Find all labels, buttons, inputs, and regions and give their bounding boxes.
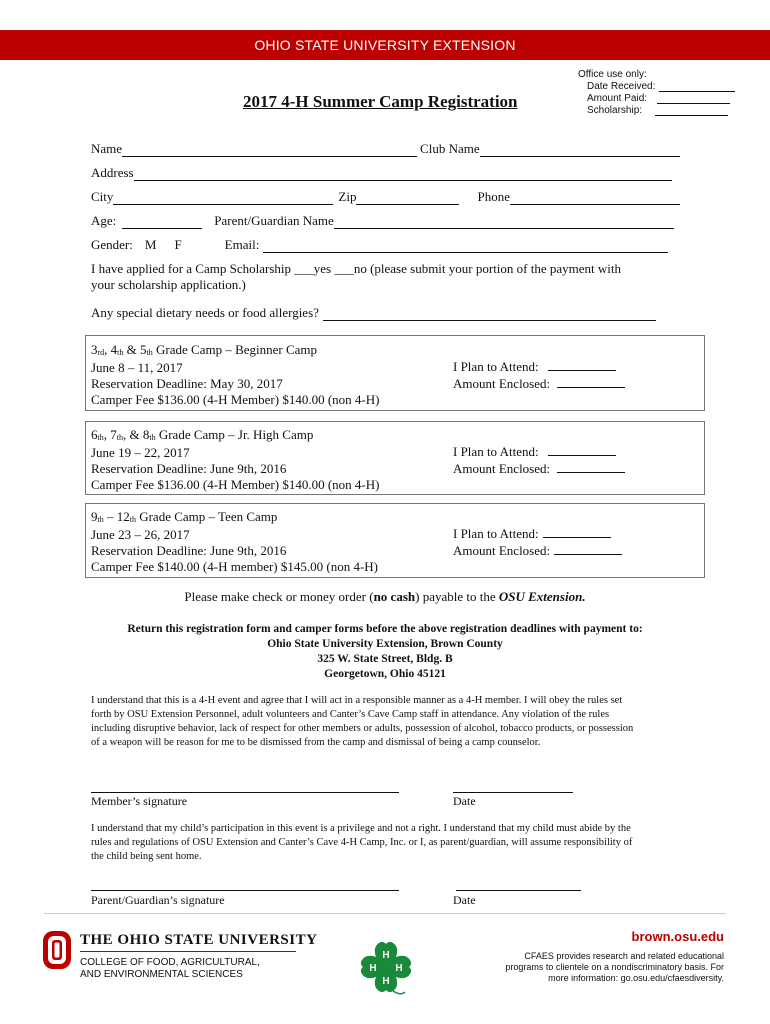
member-agreement: I understand that this is a 4-H event and agree that I will act in a responsible manner as a 4-H member. I will obey the rules set forth by OSU Extension Personnel, adult volunteers and Canter’s Cave Camp staff in attendance. Any violation of the rules including disruptive behavior, lack of respect for other members or adults, possession of alcohol, tobacco products, or possession of a weapon will be reason for me to be dismissed from the camp and dismissal of being a camp counselor. [91, 695, 634, 748]
parent-label: Parent/Guardian Name [214, 213, 334, 228]
dietary-field[interactable] [323, 307, 656, 321]
osu-block-o-logo [42, 930, 72, 970]
city-label: City [91, 189, 114, 204]
email-label: Email: [224, 237, 260, 252]
enclosed-label: Amount Enclosed: [453, 376, 551, 391]
email-field[interactable] [263, 239, 668, 253]
camp-deadline: Reservation Deadline: June 9th, 2016 [91, 461, 287, 476]
camp-deadline: Reservation Deadline: June 9th, 2016 [91, 543, 287, 558]
amount-paid-label: Amount Paid: [587, 93, 648, 104]
svg-text:H: H [382, 976, 390, 987]
svg-text:H: H [395, 963, 403, 974]
parent-agreement: I understand that my child’s participation in this event is a privilege and not a right. I understand that my child must abide by the rules and regulations of OSU Extension and Canter’s Cave 4-H Camp, Inc. or I, as parent/guardian, will assume responsibility of the child being sent home. [91, 823, 633, 862]
gender-f-option[interactable]: F [174, 237, 182, 252]
name-field[interactable] [122, 143, 417, 157]
website-link[interactable]: brown.osu.edu [631, 929, 724, 944]
age-field[interactable] [122, 215, 202, 229]
attend-label: I Plan to Attend: [453, 526, 539, 541]
parent-date-line[interactable] [456, 889, 581, 891]
parent-field[interactable] [334, 215, 674, 229]
camp-box-teen [85, 503, 705, 578]
phone-field[interactable] [510, 191, 680, 205]
camp-dates: June 8 – 11, 2017 [91, 360, 183, 375]
return-instruction: Return this registration form and camper forms before the above registration deadlines with payment to: [127, 623, 643, 635]
camp-fee: Camper Fee $136.00 (4-H Member) $140.00 (non 4-H) [91, 477, 380, 492]
page-title: 2017 4-H Summer Camp Registration [243, 92, 518, 111]
address-label: Address [91, 165, 134, 180]
phone-label: Phone [477, 189, 510, 204]
footer-divider [44, 913, 726, 914]
date-received-label: Date Received: [587, 81, 656, 92]
registration-form [91, 139, 681, 321]
camp-dates: June 19 – 22, 2017 [91, 445, 190, 460]
amount-paid-field[interactable] [657, 93, 730, 104]
scholarship-question: I have applied for a Camp Scholarship ___yes ___no (please submit your portion of the payment with [91, 261, 621, 276]
camp-title: 6th, 7th, & 8th Grade Camp – Jr. High Camp [91, 427, 314, 442]
attend-label: I Plan to Attend: [453, 444, 539, 459]
member-signature-label: Member’s signature [91, 794, 188, 808]
enclosed-label: Amount Enclosed: [453, 543, 551, 558]
club-name-label: Club Name [420, 141, 480, 156]
parent-signature-label: Parent/Guardian’s signature [91, 893, 225, 907]
parent-date-label: Date [453, 893, 476, 907]
office-use-heading: Office use only: [578, 69, 647, 80]
enclosed-field[interactable] [557, 460, 625, 473]
member-signature-line[interactable] [91, 791, 399, 793]
university-rule [80, 951, 296, 952]
university-name: THE OHIO STATE UNIVERSITY [80, 932, 318, 948]
return-street: 325 W. State Street, Bldg. B [317, 653, 453, 665]
college-name: COLLEGE OF FOOD, AGRICULTURAL, AND ENVIRONMENTAL SCIENCES [80, 957, 260, 980]
camp-deadline: Reservation Deadline: May 30, 2017 [91, 376, 283, 391]
payment-note: Please make check or money order (no cash) payable to the OSU Extension. [184, 589, 586, 604]
gender-m-option[interactable]: M [144, 237, 157, 252]
nondiscrimination-statement: CFAES provides research and related educational programs to clientele on a nondiscriminatory basis. For more information: go.osu.edu/cfaesdiversity. [505, 951, 724, 983]
attend-label: I Plan to Attend: [453, 359, 539, 374]
enclosed-label: Amount Enclosed: [453, 461, 551, 476]
zip-label: Zip [338, 189, 357, 204]
dietary-label: Any special dietary needs or food allergies? [91, 305, 319, 320]
address-field[interactable] [134, 167, 672, 181]
camp-fee: Camper Fee $136.00 (4-H Member) $140.00 (non 4-H) [91, 392, 380, 407]
camp-box-beginner [85, 335, 705, 411]
return-org: Ohio State University Extension, Brown County [267, 638, 503, 650]
attend-field[interactable] [548, 443, 616, 456]
svg-text:H: H [369, 963, 377, 974]
camp-title: 3rd, 4th & 5th Grade Camp – Beginner Camp [91, 342, 318, 357]
date-received-field[interactable] [659, 81, 735, 92]
enclosed-field[interactable] [557, 375, 625, 388]
svg-text:H: H [382, 950, 390, 961]
camp-box-jr-high [85, 421, 705, 495]
name-label: Name [91, 141, 123, 156]
scholarship-label: Scholarship: [587, 105, 643, 116]
member-date-label: Date [453, 794, 476, 808]
attend-field[interactable] [548, 358, 616, 371]
header-banner: OHIO STATE UNIVERSITY EXTENSION [0, 30, 770, 60]
member-date-line[interactable] [453, 791, 573, 793]
return-address [0, 622, 770, 682]
scholarship-question-cont: your scholarship application.) [91, 277, 246, 292]
four-h-clover-icon [357, 938, 415, 998]
zip-field[interactable] [356, 191, 459, 205]
club-name-field[interactable] [480, 143, 680, 157]
camp-dates: June 23 – 26, 2017 [91, 527, 190, 542]
age-label: Age: [91, 213, 117, 228]
return-city: Georgetown, Ohio 45121 [324, 668, 446, 680]
gender-label: Gender: [91, 237, 133, 252]
parent-signature-line[interactable] [91, 889, 399, 891]
office-use-block [578, 69, 735, 117]
city-field[interactable] [113, 191, 333, 205]
scholarship-field[interactable] [655, 105, 728, 116]
camp-title: 9th – 12th Grade Camp – Teen Camp [91, 509, 278, 524]
enclosed-field[interactable] [554, 542, 622, 555]
camp-fee: Camper Fee $140.00 (4-H member) $145.00 (non 4-H) [91, 559, 379, 574]
attend-field[interactable] [543, 525, 611, 538]
